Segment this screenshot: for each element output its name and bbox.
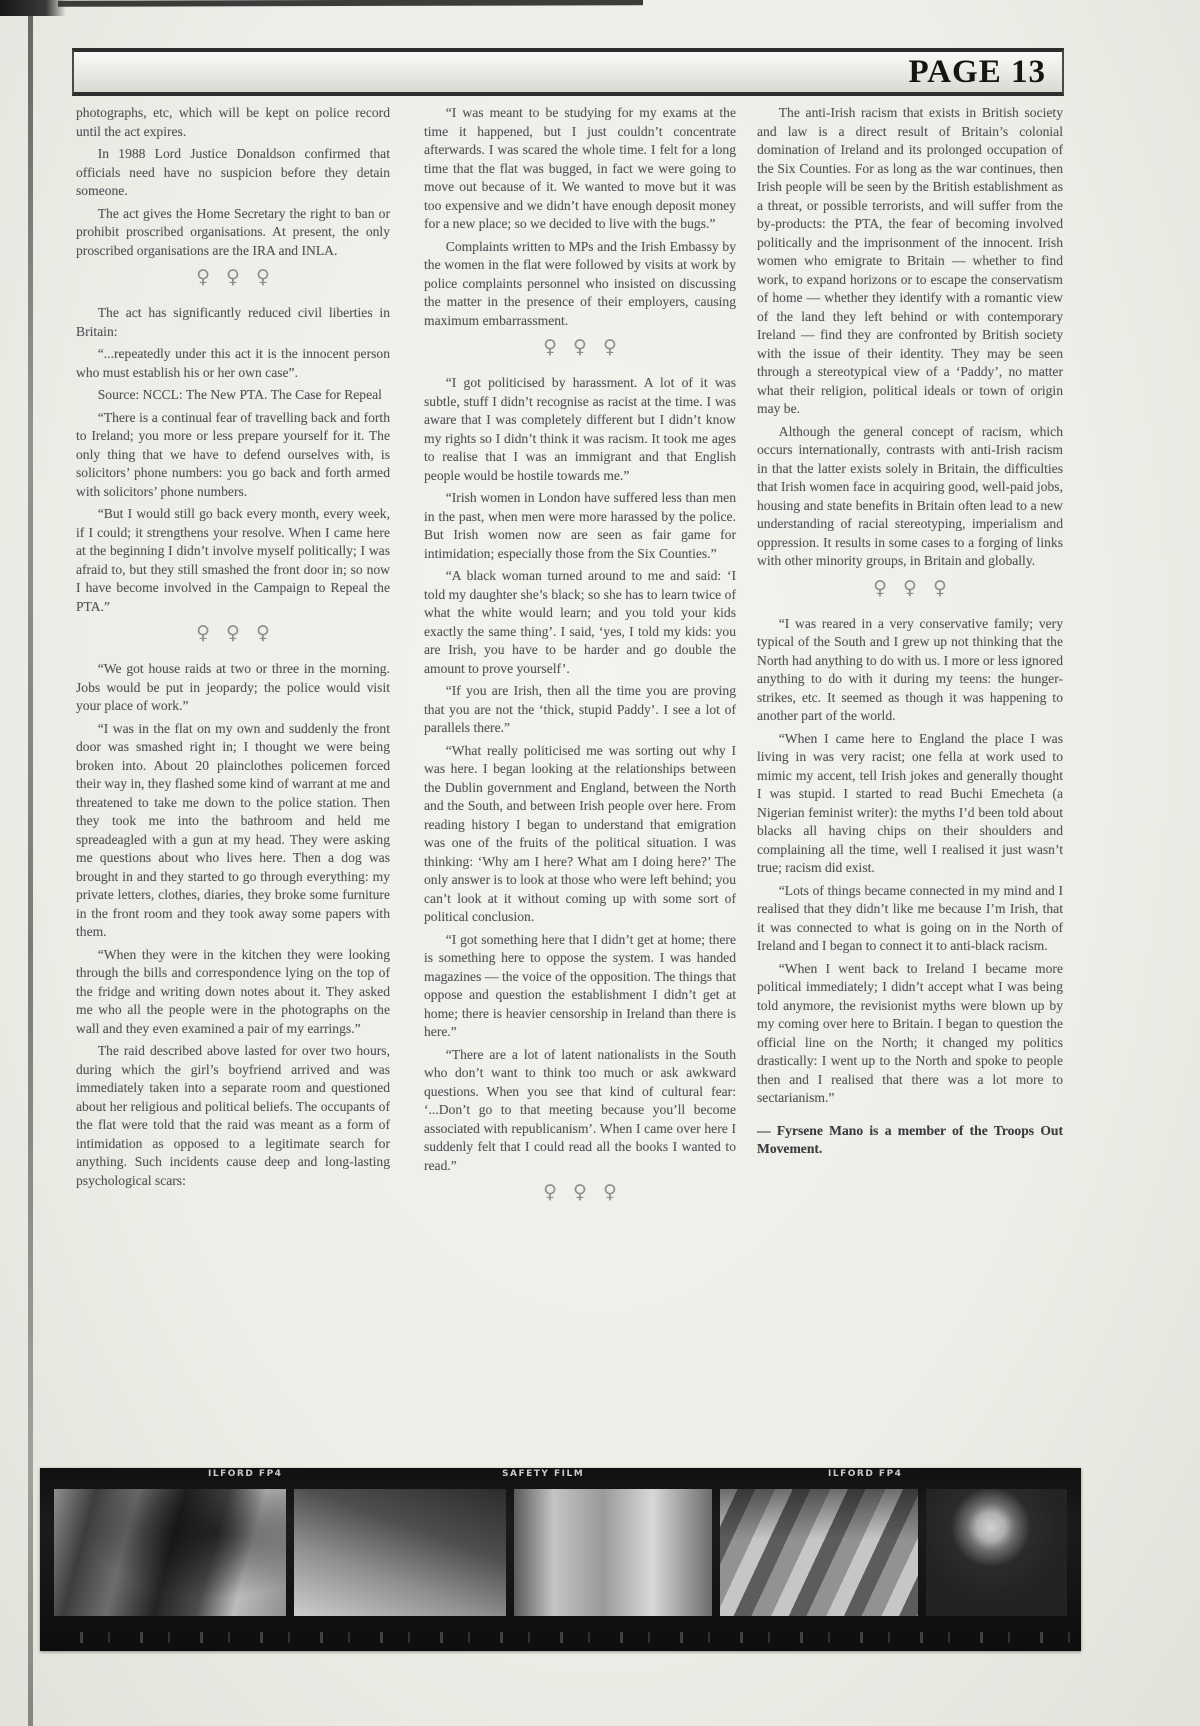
scan-artifact-top-edge [58, 0, 643, 7]
section-divider-ornament: ♀♀♀ [196, 622, 286, 644]
photo-frame-portrait [926, 1489, 1067, 1616]
film-edge-label: ILFORD FP4 [828, 1469, 903, 1479]
paragraph: “We got house raids at two or three in the morning. Jobs would be put in jeopardy; the police would visit your place of work.” [76, 661, 390, 713]
paragraph: “When I went back to Ireland I became more political immediately; I didn’t accept what I was being told anymore, the revisionist myths were blown up by my coming over here to Britain. I began to question the official line on the North; it changed my politics drastically: I went up to the North and spoke to people then and I realised that there was a lot more to sectarianism.” [757, 960, 1063, 1105]
text-column-left [76, 104, 390, 1194]
paragraph: “I got politicised by harassment. A lot of it was subtle, stuff I didn’t recognise as racist at the time. I was aware that I was completely different but I didn’t know my rights so I didn’t think it was racism. It took me ages to realise that I was an immigrant and that English people would be hostile towards me.” [424, 375, 736, 483]
paragraph: The raid described above lasted for over two hours, during which the girl’s boyfriend arrived and was immediately taken into a separate room and questioned about her religious and political beliefs. The occupants of the flat were told that the raid was meant as a form of intimidation as opposed to a legitimate search for anything. Such incidents cause deep and long-lasting psychological scars: [76, 1043, 390, 1188]
film-frame-number-marks [50, 1632, 1071, 1643]
paragraph: “I got something here that I didn’t get at home; there is something here to oppose the system. I was handed magazines — the voice of the opposition. The things that oppose and question the establishment I didn’t get at home; there is heavier censorship in Ireland than there is here.” [424, 931, 736, 1039]
paragraph: “A black woman turned around to me and said: ‘I told my daughter she’s black; so she has to learn twice of what the white would learn; and you told your kids exactly the same thing’. I said, ‘yes, I told my kids: you are Irish, you have to be harder and go double the amount to prove yourself’. [424, 568, 736, 676]
film-edge-label: SAFETY FILM [502, 1469, 585, 1479]
scan-artifact-left-edge [28, 0, 33, 1726]
paragraph: “If you are Irish, then all the time you are proving that you are not the ‘thick, stupid Paddy’. I see a lot of parallels there.” [424, 683, 736, 735]
paragraph: “But I would still go back every month, every week, if I could; it strengthens your resolve. When I came here at the beginning I didn’t involve myself politically; I was afraid to, but they still smashed the front door in; so now I have become involved in the Campaign to Repeal the PTA.” [76, 506, 390, 614]
paragraph: “There are a lot of latent nationalists in the South who don’t want to think too much or ask awkward questions. When you see that kind of cultural fear: ‘...Don’t go to that meeting because you’ll become associated with republicanism’. When I came over here I suddenly felt that I could read all the books I wanted to read.” [424, 1046, 736, 1173]
text-column-middle [424, 104, 736, 1219]
section-divider-ornament: ♀♀♀ [196, 266, 286, 288]
paragraph: photographs, etc, which will be kept on police record until the act expires. [76, 105, 390, 139]
photo-frame-interior-room [54, 1489, 286, 1616]
paragraph: “When I came here to England the place I was living in was very racist; one fella at work used to mimic my accent, tell Irish jokes and generally thought I was stupid. I started to read Buchi Emecheta (a Nigerian feminist writer): the myths I’d been told about blacks all having chips on their shoulders and complaining all the time, well I realised it just wasn’t true; racism did exist. [757, 730, 1063, 875]
photo-frame-interior-table [294, 1489, 506, 1616]
paragraph: The anti-Irish racism that exists in British society and law is a direct result of Britain’s colonial domination of Ireland and its prolonged occupation of the Six Counties. For as long as the war continues, then Irish people will be seen by the British establishment as a threat, or possible terrorists, and will suffer from the by-products: the PTA, the fear of becoming involved politically and the imprisonment of the innocent. Irish women who emigrate to Britain — whether to find work, to expand horizons or to escape the conservatism of home — whether they identify with a romantic view of the land they left behind or with contemporary Ireland — find they are confronted by British society with the issue of their identity. They may be seen through a stereotypical view of a ‘Paddy’, no matter what their religion, political ideals or town of origin may be. [757, 105, 1063, 416]
paragraph: “I was reared in a very conservative family; very typical of the South and I grew up not thinking that the North had anything to do with us. I more or less ignored anything to do with it during my teens: the hunger-strikes, etc. It seemed as though it was happening to another part of the world. [757, 615, 1063, 723]
scan-artifact-corner [0, 0, 66, 16]
page-header-bar [72, 48, 1064, 96]
section-divider-ornament: ♀♀♀ [873, 576, 963, 599]
film-edge-label: ILFORD FP4 [208, 1469, 283, 1479]
paragraph: “Lots of things became connected in my mind and I realised that they didn’t like me because I’m Irish, that it was connected to what is going on in the North of Ireland and I began to connect it to anti-black racism. [757, 882, 1063, 953]
paragraph: “...repeatedly under this act it is the innocent person who must establish his or her own case”. [76, 346, 390, 380]
paragraph: “Irish women in London have suffered less than men in the past, when men were more harassed by the police. But Irish women now are seen as fair game for intimidation; especially those from the Six Counties.” [424, 490, 736, 561]
section-divider-ornament: ♀♀♀ [543, 336, 633, 358]
paragraph: Although the general concept of racism, which occurs internationally, contrasts with anti-Irish racism in that the latter exists solely in Britain, the difficulties that Irish women face in acquiring good, well-paid jobs, housing and state benefits in Britain often lead to a new understanding of racial stereotyping, imperialism and oppression. It results in some cases to a forging of links with other minority groups, in Britain and globally. [757, 423, 1063, 568]
contact-sheet-photo-strip [40, 1468, 1081, 1651]
paragraph: The act gives the Home Secretary the right to ban or prohibit proscribed organisations. At present, the only proscribed organisations are the IRA and INLA. [76, 205, 390, 258]
paragraph: “I was in the flat on my own and suddenly the front door was smashed right in; I thought we were being broken into. About 20 plainclothes policemen forced their way in, they flashed some kind of warrant at me and threatened to take me down to the police station. Then they took me into the bathroom and held me spreadeagled with a gun at my head. They were asking me questions about who lives here. Then a dog was brought in and they started to go through everything: my private letters, clothes, diaries, they broke some furniture in the front room and they took away some papers with them. [76, 720, 390, 939]
paragraph: Source: NCCL: The New PTA. The Case for Repeal [97, 387, 382, 402]
paragraph: The act has significantly reduced civil liberties in Britain: [76, 305, 390, 339]
author-byline: — Fyrsene Mano is a member of the Troops Out Movement. [757, 1122, 1063, 1156]
photo-frame-garage [720, 1489, 918, 1616]
paragraph: In 1988 Lord Justice Donaldson confirmed that officials need have no suspicion before they detain someone. [76, 146, 390, 198]
paragraph: “I was meant to be studying for my exams at the time it happened, but I just couldn’t concentrate afterwards. I was scared the whole time. I felt for a long time that the flat was bugged, in fact we were going to move out because of it. We wanted to move but it was too expensive and we didn’t have enough deposit money for a new place; so we decided to live with the bugs.” [424, 105, 736, 231]
page-number: PAGE 13 [908, 54, 1046, 90]
paragraph: “There is a continual fear of travelling back and forth to Ireland; you more or less prepare yourself for it. The only thing that we have to defend ourselves with, is solicitors’ phone numbers: you go back and forth armed with solicitors’ phone numbers. [76, 409, 390, 499]
paragraph: “What really politicised me was sorting out why I was here. I began looking at the relationships between the Dublin government and England, between the North and the South, and between Irish people over here. From reading history I began to understand that emigration was one of the fruits of the political situation. I was thinking: ‘Why am I here? What am I doing here?’ The only answer is to look at those who were left behind; you can’t look at it without coming up with some sort of political conclusion. [424, 742, 736, 924]
section-divider-ornament: ♀♀♀ [543, 1181, 633, 1203]
photo-frame-doorway [514, 1489, 712, 1616]
paragraph: Complaints written to MPs and the Irish Embassy by the women in the flat were followed by visits at work by police complaints personnel who insisted on discussing the matter in the presence of their employers, causing maximum embarrassment. [424, 238, 736, 328]
paragraph: “When they were in the kitchen they were looking through the bills and correspondence lying on the top of the fridge and writing down notes about it. They asked me who all the people were in the photographs on the wall and they even examined a pair of my earrings.” [76, 946, 390, 1036]
text-column-right [757, 104, 1063, 1163]
